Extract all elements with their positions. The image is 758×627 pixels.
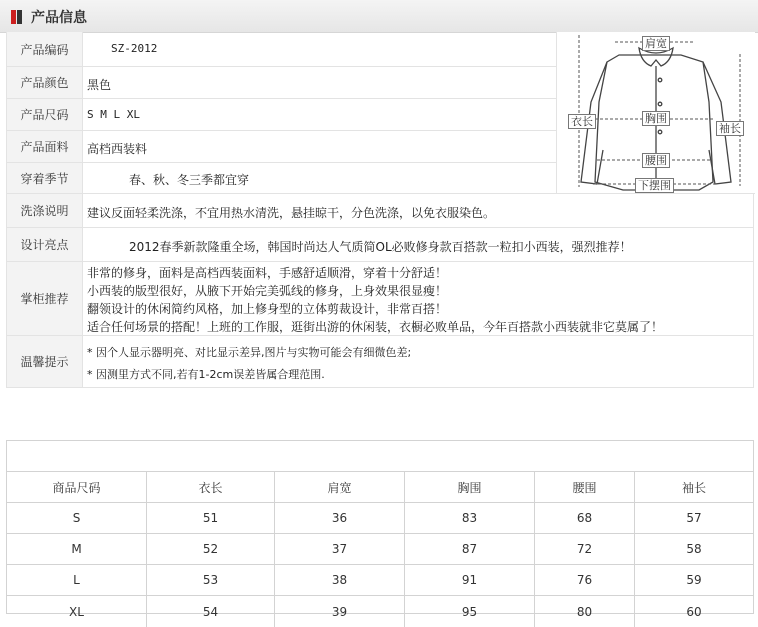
size-chart-row <box>7 596 753 627</box>
size-header-cell: 腰围 <box>535 472 635 502</box>
info-value-season: 春、秋、冬三季都宜穿 <box>129 173 250 187</box>
info-row-size <box>7 99 556 131</box>
size-cell: 72 <box>535 534 635 564</box>
measurement-diagram <box>556 32 755 194</box>
size-cell: 87 <box>405 534 535 564</box>
recommend-line: 适合任何场景的搭配！上班的工作服，逛街出游的休闲装，衣橱必败单品，今年百搭款小西装就非它莫属了！ <box>87 320 664 334</box>
info-label-tips: 温馨提示 <box>7 336 83 387</box>
size-cell: M <box>7 534 147 564</box>
size-header-cell: 胸围 <box>405 472 535 502</box>
size-cell: L <box>7 565 147 595</box>
info-label-size: 产品尺码 <box>7 99 83 130</box>
info-value-wash: 建议反面轻柔洗涤，不宜用热水清洗，悬挂晾干，分色洗涤，以免衣服染色。 <box>87 206 496 220</box>
info-value-design: 2012春季新款隆重全场，韩国时尚达人气质简OL必败修身款百搭款一粒扣小西装，强烈推荐！ <box>129 240 632 254</box>
size-chart-blank-row <box>7 441 753 472</box>
info-value-size: S M L XL <box>87 108 140 121</box>
info-value-color: 黑色 <box>87 78 112 92</box>
size-header-cell: 肩宽 <box>275 472 405 502</box>
size-cell: 36 <box>275 503 405 533</box>
info-row-color <box>7 67 556 99</box>
size-cell: 53 <box>147 565 275 595</box>
info-row-recommend <box>7 262 753 336</box>
section-header <box>0 0 758 33</box>
size-cell: 80 <box>535 596 635 627</box>
info-row-code <box>7 32 556 67</box>
size-cell: 83 <box>405 503 535 533</box>
info-value-fabric: 高档西装料 <box>87 142 148 156</box>
header-mark-icon <box>11 10 16 24</box>
label-hem: 下摆围 <box>635 178 674 193</box>
product-info-table <box>6 32 754 388</box>
size-chart-table <box>6 440 754 619</box>
info-row-design <box>7 228 753 262</box>
info-label-recommend: 掌柜推荐 <box>7 262 83 335</box>
info-label-color: 产品颜色 <box>7 67 83 98</box>
size-cell: 91 <box>405 565 535 595</box>
size-header-cell: 商品尺码 <box>7 472 147 502</box>
info-label-code: 产品编码 <box>7 32 83 66</box>
size-chart-row <box>7 565 753 596</box>
size-chart-row <box>7 503 753 534</box>
info-row-fabric <box>7 131 556 163</box>
size-chart-header-row <box>7 472 753 503</box>
size-cell: S <box>7 503 147 533</box>
info-label-wash: 洗涤说明 <box>7 194 83 227</box>
size-cell: 59 <box>686 573 702 587</box>
section-title: 产品信息 <box>31 10 87 26</box>
info-label-design: 设计亮点 <box>7 228 83 261</box>
label-chest: 胸围 <box>642 111 670 126</box>
recommend-line: 非常的修身，面料是高档西装面料，手感舒适顺滑，穿着十分舒适！ <box>87 266 448 280</box>
size-cell: 38 <box>275 565 405 595</box>
size-cell: 60 <box>686 604 702 619</box>
size-cell: 52 <box>147 534 275 564</box>
info-row-season <box>7 163 556 194</box>
label-sleeve: 袖长 <box>716 121 744 136</box>
label-waist: 腰围 <box>642 153 670 168</box>
size-cell: XL <box>7 596 147 627</box>
tips-line: * 因个人显示器明亮、对比显示差异,图片与实物可能会有细微色差; <box>87 346 412 359</box>
label-length: 衣长 <box>568 114 596 129</box>
size-cell: 95 <box>405 596 535 627</box>
info-row-wash <box>7 194 753 228</box>
size-cell: 39 <box>275 596 405 627</box>
size-header-cell: 袖长 <box>681 480 706 495</box>
size-cell: 58 <box>686 542 702 556</box>
size-cell: 37 <box>275 534 405 564</box>
info-row-tips <box>7 336 753 387</box>
recommend-line: 翻领设计的休闲简约风格，加上修身型的立体剪裁设计，非常百搭！ <box>87 302 448 316</box>
label-shoulder: 肩宽 <box>642 36 670 51</box>
size-cell: 57 <box>686 511 702 525</box>
size-header-cell: 衣长 <box>147 472 275 502</box>
size-chart-row <box>7 534 753 565</box>
size-cell: 54 <box>147 596 275 627</box>
size-cell: 51 <box>147 503 275 533</box>
info-label-season: 穿着季节 <box>7 163 83 193</box>
size-cell: 76 <box>535 565 635 595</box>
header-mark-dark-icon <box>17 10 22 24</box>
info-label-fabric: 产品面料 <box>7 131 83 162</box>
tips-line: * 因测里方式不同,若有1-2cm误差皆属合理范围. <box>87 368 325 381</box>
info-value-code: SZ-2012 <box>111 42 158 55</box>
recommend-line: 小西装的版型很好，从腋下开始完美弧线的修身，上身效果很显瘦！ <box>87 284 448 298</box>
size-cell: 68 <box>535 503 635 533</box>
